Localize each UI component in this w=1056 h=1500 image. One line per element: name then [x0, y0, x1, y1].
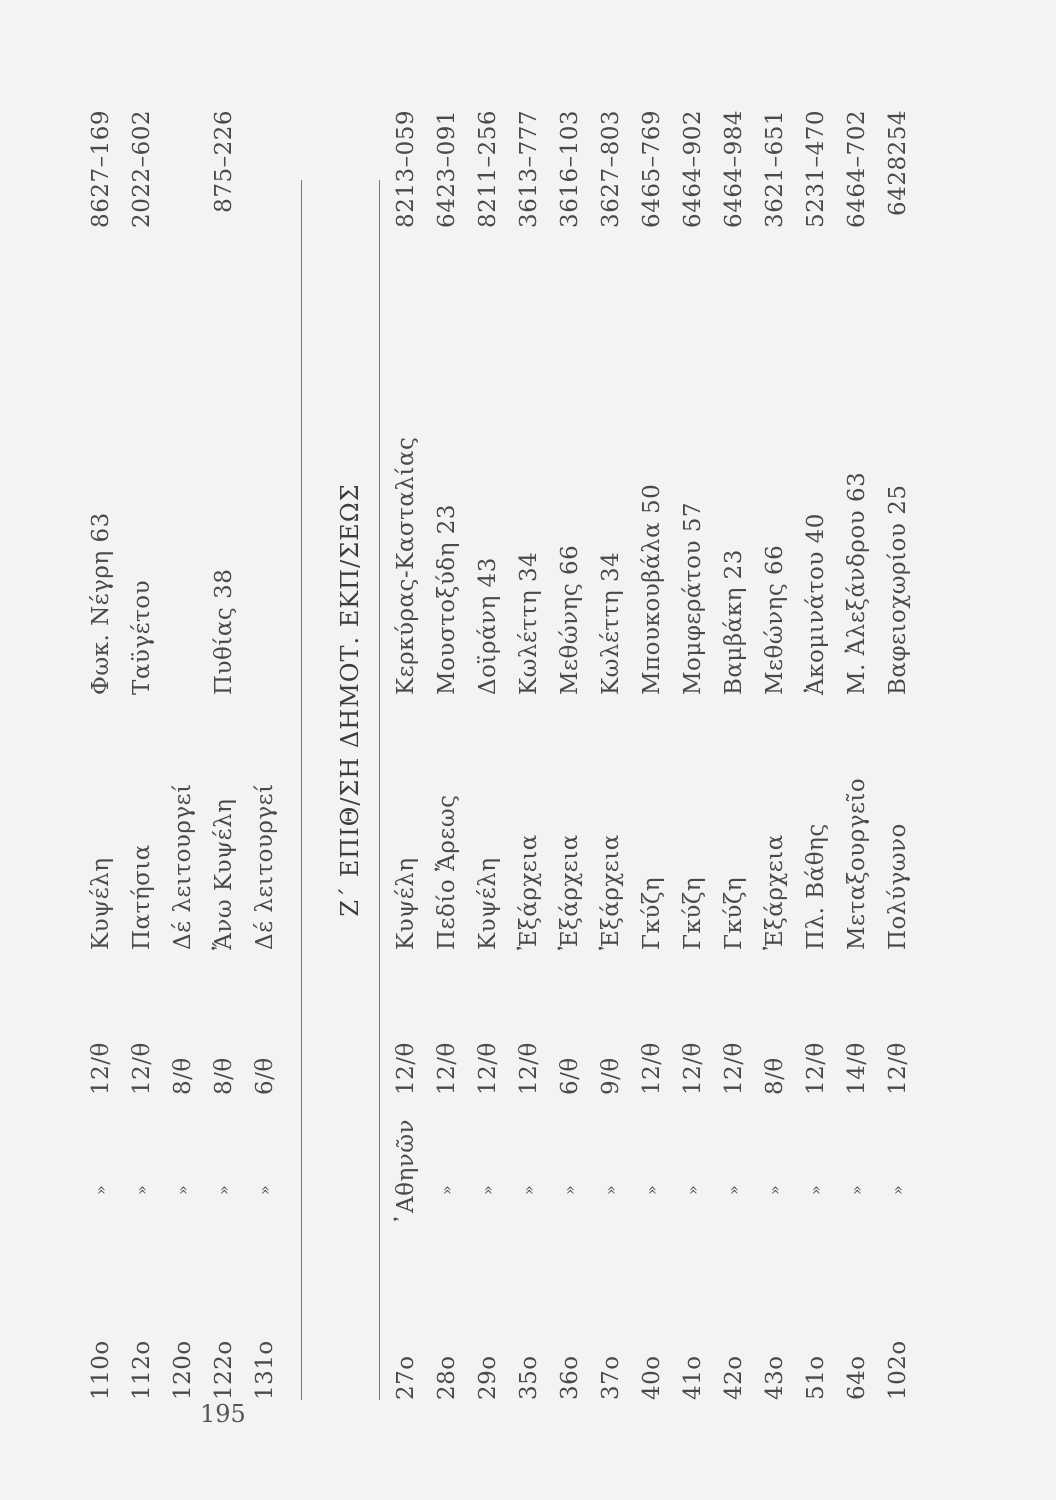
class-type: 12/θ: [392, 1042, 419, 1095]
address: Φωκ. Νέγρη 63: [87, 512, 114, 695]
class-type: 6/θ: [251, 1057, 278, 1095]
table-row: [713, 110, 754, 1400]
district-ditto: »: [601, 1184, 620, 1195]
phone: 8213–059: [392, 110, 419, 228]
area: Ἐξάρχεια: [556, 834, 583, 950]
district-ditto: »: [560, 1184, 579, 1195]
school-number: 28ο: [433, 1355, 460, 1400]
address: Κερκύρας-Κασταλίας: [392, 436, 419, 695]
school-number: 36ο: [556, 1355, 583, 1400]
table-row: [467, 110, 508, 1400]
school-number: 131ο: [251, 1340, 278, 1400]
school-number: 51ο: [802, 1355, 829, 1400]
area: Κυψέλη: [87, 857, 114, 950]
district-ditto: »: [437, 1184, 456, 1195]
school-number: 122ο: [210, 1340, 237, 1400]
school-number: 35ο: [515, 1355, 542, 1400]
address: Κωλέττη 34: [597, 551, 624, 695]
area: Πατήσια: [128, 844, 155, 950]
phone: 8211–256: [474, 110, 501, 228]
address: Μ. Ἀλεξάνδρου 63: [843, 471, 870, 695]
class-type: 12/θ: [638, 1042, 665, 1095]
table-row: [385, 110, 426, 1400]
phone: 6464–902: [679, 110, 706, 228]
area: Γκύζη: [720, 876, 747, 950]
class-type: 12/θ: [679, 1042, 706, 1095]
address: Μουστοξύδη 23: [433, 503, 460, 695]
school-number: 102ο: [884, 1340, 911, 1400]
school-number: 110ο: [87, 1340, 114, 1400]
divider-bottom: [379, 180, 380, 1400]
table-row: [121, 110, 162, 1400]
area: Ἄνω Κυψέλη: [210, 798, 237, 950]
area: Δέ λειτουργεί: [251, 783, 278, 950]
phone: 3616–103: [556, 110, 583, 228]
school-number: 40ο: [638, 1355, 665, 1400]
district-ditto: »: [683, 1184, 702, 1195]
table-row: [549, 110, 590, 1400]
address: Μεθώνης 66: [761, 544, 788, 695]
school-number: 29ο: [474, 1355, 501, 1400]
table-row: [162, 110, 203, 1400]
phone: 6465–769: [638, 110, 665, 228]
address: Βαφειοχωρίου 25: [884, 484, 911, 695]
page-number: 195: [200, 1400, 246, 1428]
address: Πυθίας 38: [210, 568, 237, 695]
phone: 5231–470: [802, 110, 829, 228]
district-ditto: »: [806, 1184, 825, 1195]
school-number: 27ο: [392, 1355, 419, 1400]
school-number: 41ο: [679, 1355, 706, 1400]
school-number: 120ο: [169, 1340, 196, 1400]
table-row: [508, 110, 549, 1400]
address: Μεθώνης 66: [556, 544, 583, 695]
table-row: [426, 110, 467, 1400]
district-ditto: »: [847, 1184, 866, 1195]
area: Μεταξουργεῖο: [843, 777, 870, 950]
district-ditto: »: [765, 1184, 784, 1195]
class-type: 8/θ: [169, 1057, 196, 1095]
district: ᾿Αθηνῶν: [392, 1119, 419, 1225]
class-type: 8/θ: [761, 1057, 788, 1095]
class-type: 12/θ: [87, 1042, 114, 1095]
district-ditto: »: [91, 1184, 110, 1195]
district-ditto: »: [214, 1184, 233, 1195]
district-ditto: »: [478, 1184, 497, 1195]
district-ditto: »: [888, 1184, 907, 1195]
district-ditto: »: [132, 1184, 151, 1195]
table-row: [795, 110, 836, 1400]
class-type: 14/θ: [843, 1042, 870, 1095]
phone: 6464–702: [843, 110, 870, 228]
class-type: 9/θ: [597, 1057, 624, 1095]
section-gap: [285, 110, 315, 1400]
table-row: [244, 110, 285, 1400]
phone: 6464–984: [720, 110, 747, 228]
class-type: 8/θ: [210, 1057, 237, 1095]
phone: 3627–803: [597, 110, 624, 228]
address: Ἀκομινάτου 40: [802, 513, 829, 695]
area: Κυψέλη: [392, 857, 419, 950]
address: Κωλέττη 34: [515, 551, 542, 695]
district-ditto: »: [255, 1184, 274, 1195]
area: Πλ. Βάθης: [802, 823, 829, 950]
school-number: 43ο: [761, 1355, 788, 1400]
top-table: [70, 110, 285, 1400]
table-row: [631, 110, 672, 1400]
school-number: 37ο: [597, 1355, 624, 1400]
phone: 2022–602: [128, 110, 155, 228]
table-row: [754, 110, 795, 1400]
class-type: 12/θ: [128, 1042, 155, 1095]
school-number: 64ο: [843, 1355, 870, 1400]
school-number: 42ο: [720, 1355, 747, 1400]
class-type: 12/θ: [433, 1042, 460, 1095]
class-type: 12/θ: [802, 1042, 829, 1095]
area: Γκύζη: [679, 876, 706, 950]
district-ditto: »: [724, 1184, 743, 1195]
area: Πολύγωνο: [884, 823, 911, 950]
district-ditto: »: [519, 1184, 538, 1195]
area: Δέ λειτουργεί: [169, 783, 196, 950]
table-row: [590, 110, 631, 1400]
phone: 3613–777: [515, 110, 542, 228]
area: Πεδίο Ἄρεως: [433, 794, 460, 950]
phone: 6428254: [884, 110, 911, 216]
area: Ἐξάρχεια: [597, 834, 624, 950]
area: Ἐξάρχεια: [761, 834, 788, 950]
bottom-table: [385, 110, 918, 1400]
class-type: 12/θ: [474, 1042, 501, 1095]
area: Γκύζη: [638, 876, 665, 950]
phone: 875–226: [210, 110, 237, 213]
table-row: [203, 110, 244, 1400]
phone: 3621–651: [761, 110, 788, 228]
table-row: [877, 110, 918, 1400]
address: Δοϊράνη 43: [474, 557, 501, 695]
area: Κυψέλη: [474, 857, 501, 950]
school-number: 112ο: [128, 1340, 155, 1400]
district-ditto: »: [173, 1184, 192, 1195]
address: Βαμβάκη 23: [720, 549, 747, 695]
table-row: [836, 110, 877, 1400]
phone: 6423–091: [433, 110, 460, 228]
table-row: [672, 110, 713, 1400]
address: Μπουκουβάλα 50: [638, 483, 665, 695]
class-type: 12/θ: [884, 1042, 911, 1095]
class-type: 6/θ: [556, 1057, 583, 1095]
phone: 8627–169: [87, 110, 114, 228]
district-ditto: »: [642, 1184, 661, 1195]
divider-top: [301, 180, 302, 1400]
section-heading: Ζ΄ ΕΠΙΘ/ΣΗ ΔΗΜΟΤ. ΕΚΠ/ΣΕΩΣ: [336, 483, 364, 917]
area: Ἐξάρχεια: [515, 834, 542, 950]
class-type: 12/θ: [515, 1042, 542, 1095]
rotated-table: [70, 110, 911, 1400]
address: Ταϋγέτου: [128, 579, 155, 695]
class-type: 12/θ: [720, 1042, 747, 1095]
table-row: [80, 110, 121, 1400]
address: Μομφεράτου 57: [679, 501, 706, 695]
